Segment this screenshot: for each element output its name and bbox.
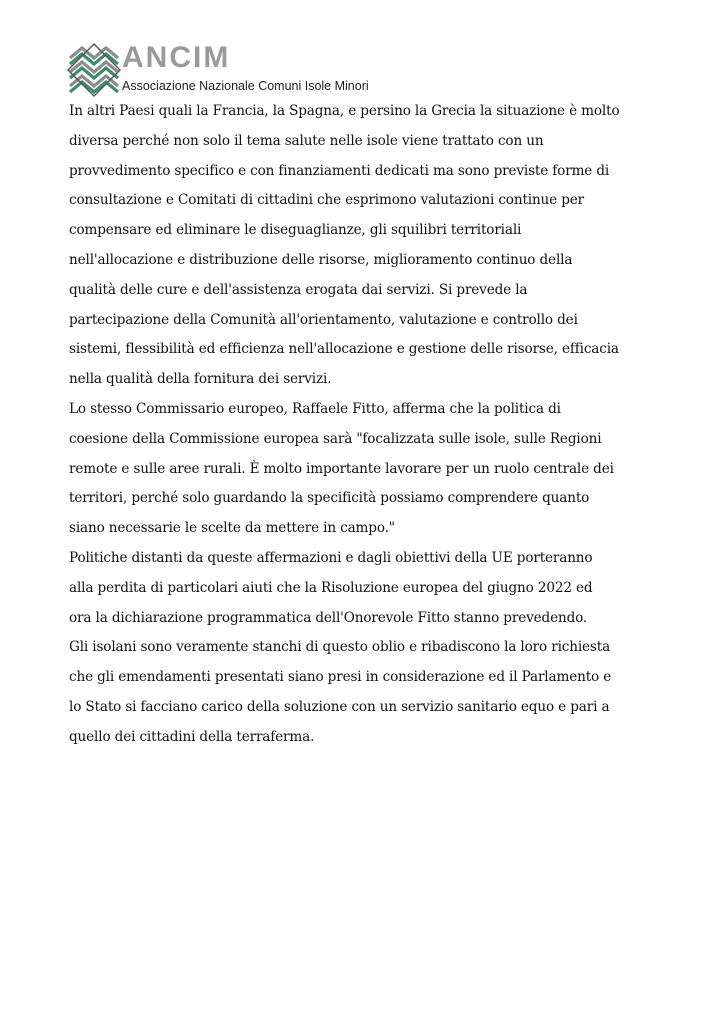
text-line: siano necessarie le scelte da mettere in campo."	[69, 520, 395, 537]
text-line: sistemi, flessibilità ed efficienza nell'allocazione e gestione delle risorse, efficacia	[69, 341, 619, 358]
text-line: In altri Paesi quali la Francia, la Spagna, e persino la Grecia la situazione è molto	[69, 103, 620, 119]
text-line: territori, perché solo guardando la specificità possiamo comprendere quanto	[69, 490, 590, 507]
text-line: lo Stato si facciano carico della soluzione con un servizio sanitario equo e pari a	[69, 698, 610, 715]
text-line: quello dei cittadini della terraferma.	[69, 728, 315, 745]
letterhead	[66, 42, 386, 100]
text-line: partecipazione della Comunità all'orientamento, valutazione e controllo dei	[69, 311, 578, 328]
text-line: alla perdita di particolari aiuti che la Risoluzione europea del giugno 2022 ed	[69, 579, 593, 596]
text-line: compensare ed eliminare le diseguaglianze, gli squilibri territoriali	[69, 222, 522, 239]
text-line: Gli isolani sono veramente stanchi di questo oblio e ribadiscono la loro richiesta	[69, 639, 611, 656]
body-text	[69, 97, 669, 753]
text-line: nell'allocazione e distribuzione delle risorse, miglioramento continuo della	[69, 251, 573, 268]
text-line: Politiche distanti da queste affermazioni e dagli obiettivi della UE porteranno	[69, 549, 593, 566]
text-line: diversa perché non solo il tema salute nelle isole viene trattato con un	[69, 132, 544, 149]
text-line: remote e sulle aree rurali. È molto importante lavorare per un ruolo centrale dei	[69, 460, 614, 477]
logo-subtitle: Associazione Nazionale Comuni Isole Minori	[122, 79, 369, 93]
text-line: nella qualità della fornitura dei servizi.	[69, 371, 332, 388]
text-line: Lo stesso Commissario europeo, Raffaele Fitto, afferma che la politica di	[69, 400, 561, 417]
logo-name: ANCIM	[122, 41, 231, 74]
text-line: consultazione e Comitati di cittadini che esprimono valutazioni continue per	[69, 192, 585, 209]
ancim-logo-icon	[66, 42, 122, 98]
text-line: qualità delle cure e dell'assistenza erogata dai servizi. Si prevede la	[69, 281, 528, 298]
text-line: che gli emendamenti presentati siano presi in considerazione ed il Parlamento e	[69, 669, 612, 686]
text-line: coesione della Commissione europea sarà "focalizzata sulle isole, sulle Regioni	[69, 430, 602, 447]
text-line: provvedimento specifico e con finanziamenti dedicati ma sono previste forme di	[69, 162, 610, 179]
text-line: ora la dichiarazione programmatica dell'Onorevole Fitto stanno prevedendo.	[69, 609, 588, 626]
